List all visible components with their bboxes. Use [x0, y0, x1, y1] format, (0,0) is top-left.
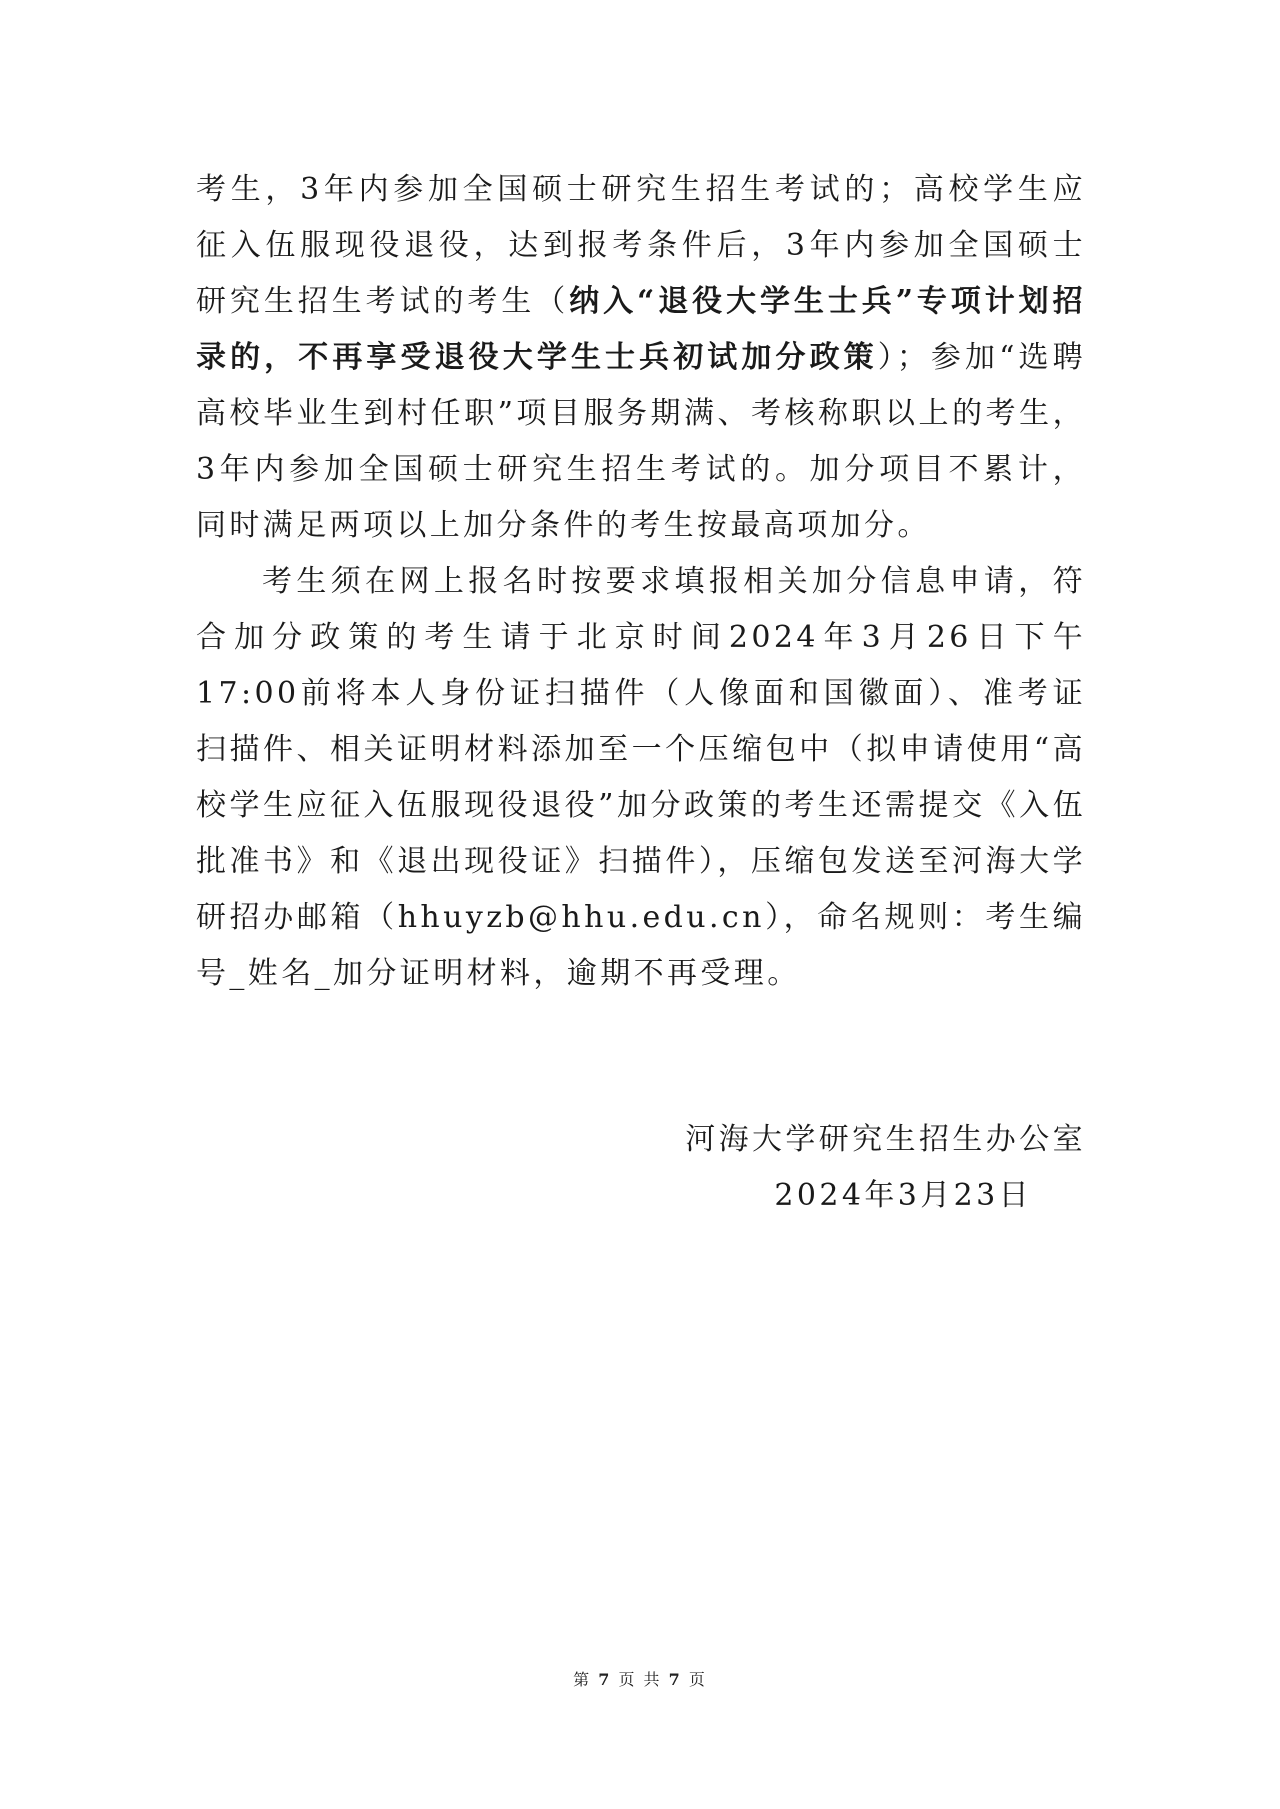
- page-footer: [0, 1667, 1280, 1690]
- total-page-number: 7: [668, 1670, 682, 1689]
- paragraph-bonus-eligibility: [196, 162, 1086, 554]
- paragraph-text: 考生，3年内参加全国硕士研究生招生考试的；高校学生应征入伍服现役退役，达到报考条件后，3年内参加全国硕士研究生招生考试的考生（: [196, 172, 1086, 319]
- footer-prefix: 第: [573, 1670, 592, 1689]
- bold-emphasis-text: 纳入“退役大学生士兵”专项计划招录的，不再享受退役大学生士兵初试加分政策: [196, 284, 1086, 375]
- signature-office: 河海大学研究生招生办公室: [685, 1122, 1086, 1157]
- footer-middle: 页 共: [618, 1670, 662, 1689]
- signature-date: 2024年3月23日: [774, 1178, 1032, 1213]
- paragraph-application-instructions: 考生须在网上报名时按要求填报相关加分信息申请，符合加分政策的考生请于北京时间2024年3月26日下午17:00前将本人身份证扫描件（人像面和国徽面）、准考证扫描件、相关证明材料添加至一个压缩包中（拟申请使用“高校学生应征入伍服现役退役”加分政策的考生还需提交《入伍批准书》和《退出现役证》扫描件），压缩包发送至河海大学研招办邮箱（hhuyzb@hhu.edu.cn），命名规则：考生编号_姓名_加分证明材料，逾期不再受理。: [196, 564, 1086, 991]
- current-page-number: 7: [598, 1670, 612, 1689]
- footer-suffix: 页: [688, 1670, 707, 1689]
- document-body: [196, 162, 1086, 1002]
- paragraph-text: ）；参加“选聘高校毕业生到村任职”项目服务期满、考核称职以上的考生，3年内参加全国硕士研究生招生考试的。加分项目不累计，同时满足两项以上加分条件的考生按最高项加分。: [196, 340, 1087, 543]
- signature-block: [196, 1112, 1086, 1224]
